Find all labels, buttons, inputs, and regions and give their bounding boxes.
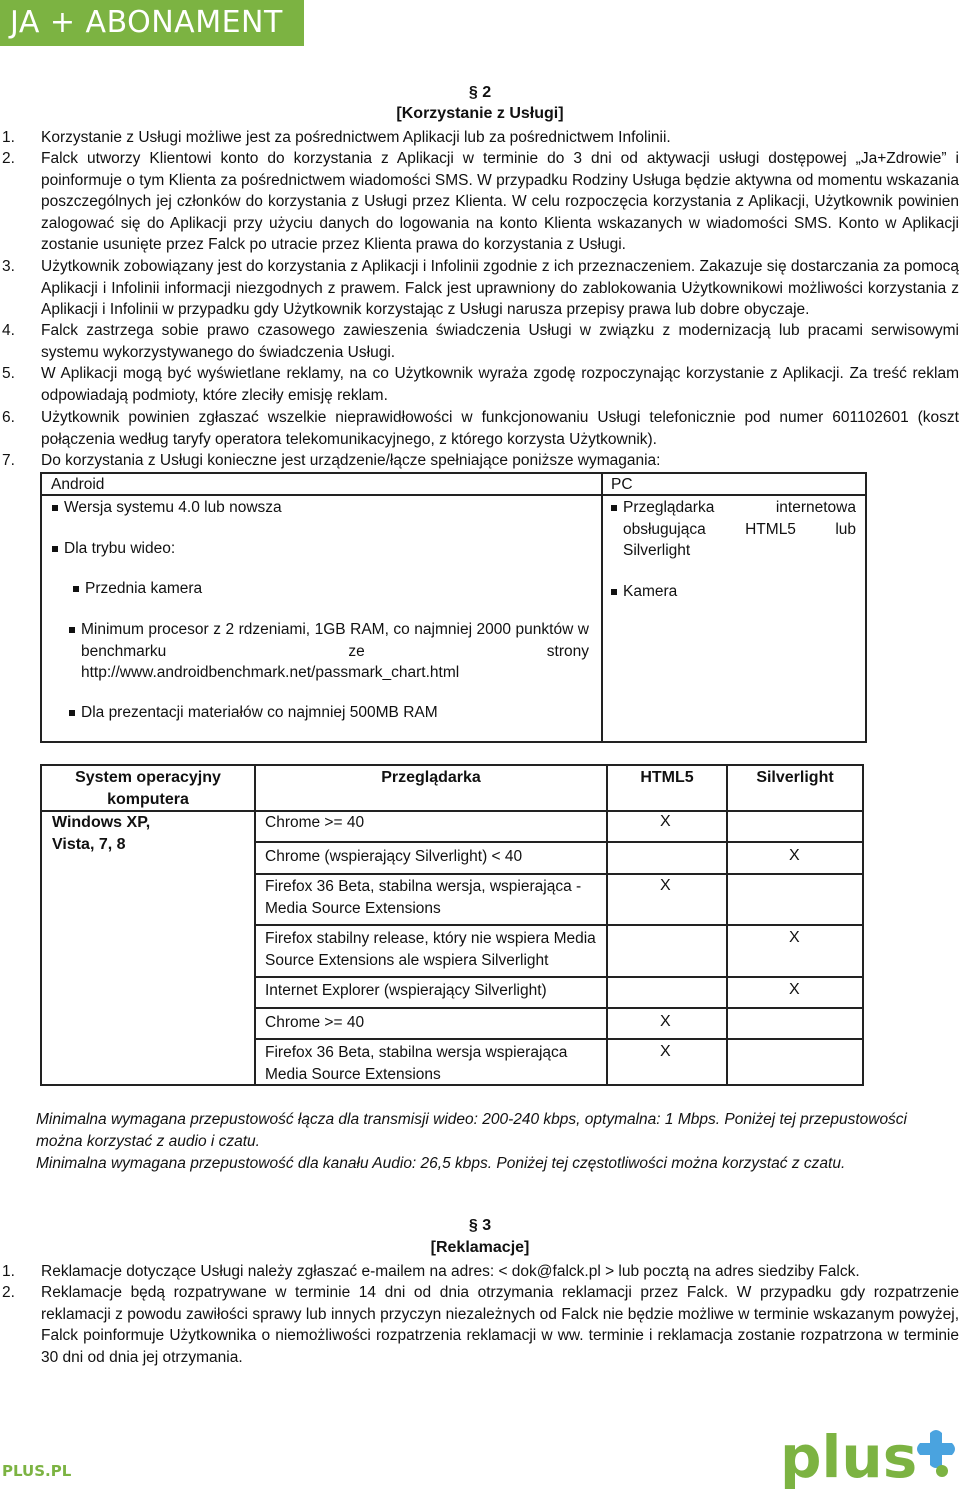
html5-mark: X xyxy=(660,1043,671,1060)
html5-mark: X xyxy=(660,877,671,894)
browser-name: Chrome >= 40 xyxy=(265,814,365,831)
item-text: Korzystanie z Usługi możliwe jest za pośrednictwem Aplikacji lub za pośrednictwem Infolinii. xyxy=(41,129,671,146)
section-3-title: [Reklamacje] xyxy=(430,1239,530,1256)
android-requirement: Wersja systemu 4.0 lub nowsza xyxy=(64,497,282,519)
pc-title: PC xyxy=(611,476,633,493)
item-number: 5. xyxy=(2,365,15,382)
browser-name: Chrome (wspierający Silverlight) < 40 xyxy=(265,848,523,865)
header-html5: HTML5 xyxy=(640,769,694,786)
pc-requirement: Przeglądarka internetowa obsługująca HTML5 lub Silverlight xyxy=(623,497,856,562)
item-text: Użytkownik zobowiązany jest do korzystania z Aplikacji i Infolinii zgodnie z ich przeznaczeniem. Zakazuje się dostarczania za pomocą Aplikacji i Infolinii informacji niezgodnych z prawem. Falck jest uprawniony do zablokowania Użytkownikowi możliwości korzystania z Aplikacji i Infolinii w przypadku gdy Użytkownik korzystając z Usługi narusza przepisy prawa lub dobre obyczaje. xyxy=(41,258,959,318)
footer-link[interactable]: PLUS.PL xyxy=(2,1462,72,1480)
item-number: 1. xyxy=(2,1263,15,1280)
item-text: Falck zastrzega sobie prawo czasowego zawieszenia świadczenia Usługi w związku z modernizacją lub pracami serwisowymi systemu wykorzystywanego do świadczenia Usługi. xyxy=(41,322,959,361)
plus-logo-icon xyxy=(917,1430,955,1477)
item-number: 2. xyxy=(2,150,15,167)
header-browser: Przeglądarka xyxy=(381,769,481,786)
browser-name: Chrome >= 40 xyxy=(265,1014,365,1031)
section-2-title: [Korzystanie z Usługi] xyxy=(396,105,564,122)
item-number: 3. xyxy=(2,258,15,275)
item-number: 6. xyxy=(2,409,15,426)
silverlight-mark: X xyxy=(789,981,800,998)
item-text: Użytkownik powinien zgłaszać wszelkie nieprawidłowości w funkcjonowaniu Usługi telefonicznie pod numer 601102601 (koszt połączenia według taryfy operatora telekomunikacyjnego, z którego korzysta Użytkownik). xyxy=(41,409,959,448)
os-name: Windows XP, Vista, 7, 8 xyxy=(52,814,151,853)
item-number: 4. xyxy=(2,322,15,339)
item-number: 7. xyxy=(2,452,15,469)
android-requirement: Przednia kamera xyxy=(85,578,202,600)
banner-title: JA + ABONAMENT xyxy=(0,0,304,46)
android-title: Android xyxy=(51,476,105,493)
android-requirement: Minimum procesor z 2 rdzeniami, 1GB RAM, co najmniej 2000 punktów w benchmarku ze strony http://www.androidbenchmark.net/passmark_chart.html xyxy=(81,619,589,684)
silverlight-mark: X xyxy=(789,847,800,864)
bandwidth-note: Minimalna wymagana przepustowość łącza dla transmisji wideo: 200-240 kbps, optymalna: 1 Mbps. Poniżej tej przepustowości można korzystać z audio i czatu. xyxy=(36,1111,908,1150)
android-requirement: Dla prezentacji materiałów co najmniej 500MB RAM xyxy=(81,702,438,724)
item-number: 1. xyxy=(2,129,15,146)
android-requirement: Dla trybu wideo: xyxy=(64,538,175,560)
item-text: Do korzystania z Usługi konieczne jest urządzenie/łącze spełniające poniższe wymagania: xyxy=(41,452,661,469)
browser-name: Internet Explorer (wspierający Silverlight) xyxy=(265,982,547,999)
browser-name: Firefox 36 Beta, stabilna wersja wspierająca Media Source Extensions xyxy=(265,1044,568,1083)
plus-logo-text: plus xyxy=(780,1425,918,1491)
section-2-number: § 2 xyxy=(468,84,492,101)
item-text: Reklamacje będą rozpatrywane w terminie 14 dni od dnia otrzymania reklamacji przez Falck. W przypadku gdy rozpatrzenie reklamacji z powodu zawiłości sprawy lub innych przyczyn niezależnych od Falck nie będzie możliwe w terminie wskazanym powyżej, Falck poinformuje Użytkownika o niemożliwości rozpatrzenia reklamacji w ww. terminie i reklamacja zostanie rozpatrzona w terminie 30 dni od dnia jej otrzymania. xyxy=(41,1284,959,1366)
html5-mark: X xyxy=(660,1013,671,1030)
section-3-number: § 3 xyxy=(468,1217,492,1234)
silverlight-mark: X xyxy=(789,929,800,946)
browser-name: Firefox stabilny release, który nie wspiera Media Source Extensions ale wspiera Silverlight xyxy=(265,930,596,969)
header-os: System operacyjny komputera xyxy=(75,769,221,808)
browser-name: Firefox 36 Beta, stabilna wersja, wspierająca - Media Source Extensions xyxy=(265,878,582,917)
html5-mark: X xyxy=(660,813,671,830)
item-text: Reklamacje dotyczące Usługi należy zgłaszać e-mailem na adres: < dok@falck.pl > lub pocztą na adres siedziby Falck. xyxy=(41,1263,860,1280)
audio-note: Minimalna wymagana przepustowość dla kanału Audio: 26,5 kbps. Poniżej tej częstotliwości można korzystać z czatu. xyxy=(36,1155,846,1172)
header-silverlight: Silverlight xyxy=(756,769,834,786)
item-text: W Aplikacji mogą być wyświetlane reklamy, na co Użytkownik wyraża zgodę rozpoczynając korzystanie z Aplikacji. Za treść reklam odpowiadają podmioty, które zleciły emisję reklam. xyxy=(41,365,959,404)
item-text: Falck utworzy Klientowi konto do korzystania z Aplikacji w terminie do 3 dni od aktywacji usługi dostępowej „Ja+Zdrowie” i poinformuje o tym Klienta za pośrednictwem wiadomości SMS. W przypadku Rodziny Usługa będzie aktywna od momentu wskazania poszczególnych jej członków do korzystania z Usługi przez Klienta. W celu rozpoczęcia korzystania z Aplikacji, Użytkownik powinien zalogować się do Aplikacji przy użyciu danych do logowania na konto Klienta wskazanych w wiadomości SMS. Konto w Aplikacji zostanie usunięte przez Falck po utracie przez Klienta prawa do korzystania z Usługi. xyxy=(41,150,959,253)
item-number: 2. xyxy=(2,1284,15,1301)
pc-requirement: Kamera xyxy=(623,581,677,603)
plus-logo xyxy=(780,1425,958,1497)
